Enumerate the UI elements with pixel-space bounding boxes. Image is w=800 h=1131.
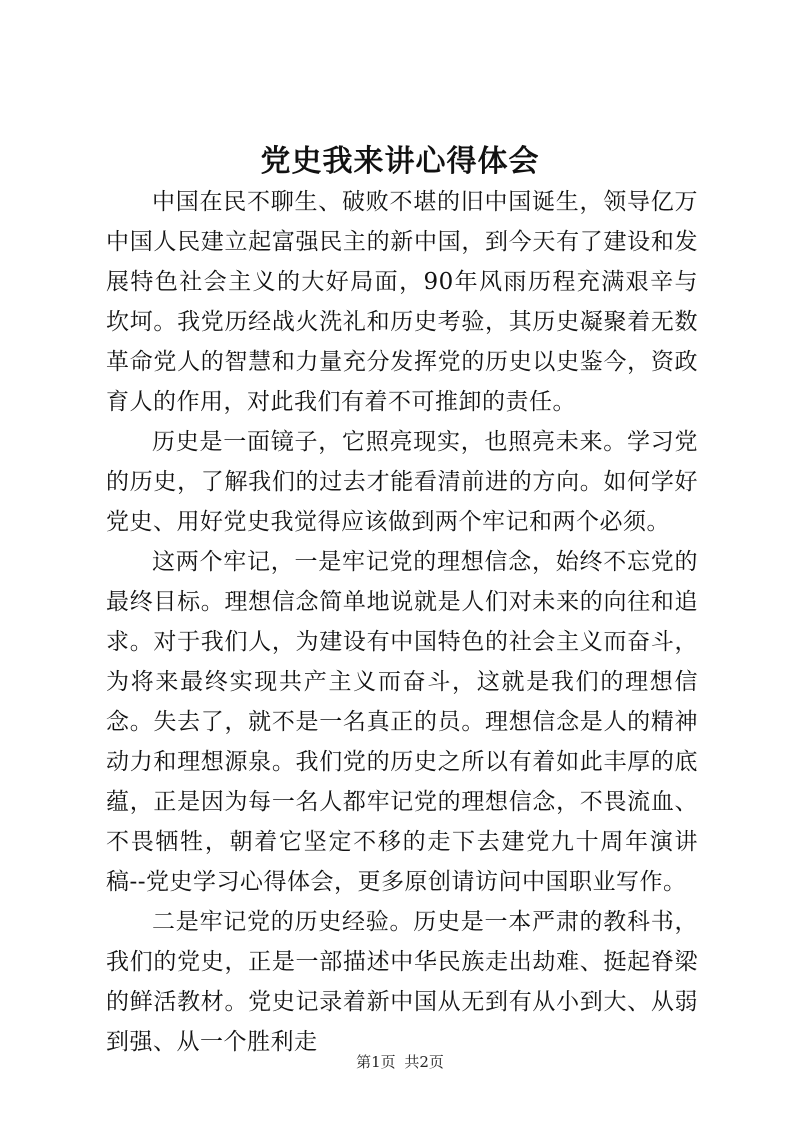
- page-total: 共2页: [404, 1053, 444, 1071]
- paragraph-2: 历史是一面镜子，它照亮现实，也照亮未来。学习党的历史，了解我们的过去才能看清前进的方向。如何学好党史、用好党史我觉得应该做到两个牢记和两个必须。: [106, 429, 698, 535]
- page-footer: [0, 1052, 800, 1072]
- page-number: 第1页: [356, 1053, 396, 1071]
- paragraph-4: 二是牢记党的历史经验。历史是一本严肃的教科书，我们的党史，正是一部描述中华民族走出劫难、挺起脊梁的鲜活教材。党史记录着新中国从无到有从小到大、从弱到强、从一个胜利走: [106, 909, 698, 1055]
- document-title: 党史我来讲心得体会: [260, 144, 540, 179]
- document-body: [106, 182, 698, 1062]
- paragraph-1: 中国在民不聊生、破败不堪的旧中国诞生，领导亿万中国人民建立起富强民主的新中国，到今天有了建设和发展特色社会主义的大好局面，90年风雨历程充满艰辛与坎坷。我党历经战火洗礼和历史考验，其历史凝聚着无数革命党人的智慧和力量充分发挥党的历史以史鉴今，资政育人的作用，对此我们有着不可推卸的责任。: [106, 189, 698, 415]
- paragraph-3: 这两个牢记，一是牢记党的理想信念，始终不忘党的最终目标。理想信念简单地说就是人们对未来的向往和追求。对于我们人，为建设有中国特色的社会主义而奋斗，为将来最终实现共产主义而奋斗，这就是我们的理想信念。失去了，就不是一名真正的员。理想信念是人的精神动力和理想源泉。我们党的历史之所以有着如此丰厚的底蕴，正是因为每一名人都牢记党的理想信念，不畏流血、不畏牺牲，朝着它坚定不移的走下去建党九十周年演讲稿--党史学习心得体会，更多原创请访问中国职业写作。: [106, 549, 698, 895]
